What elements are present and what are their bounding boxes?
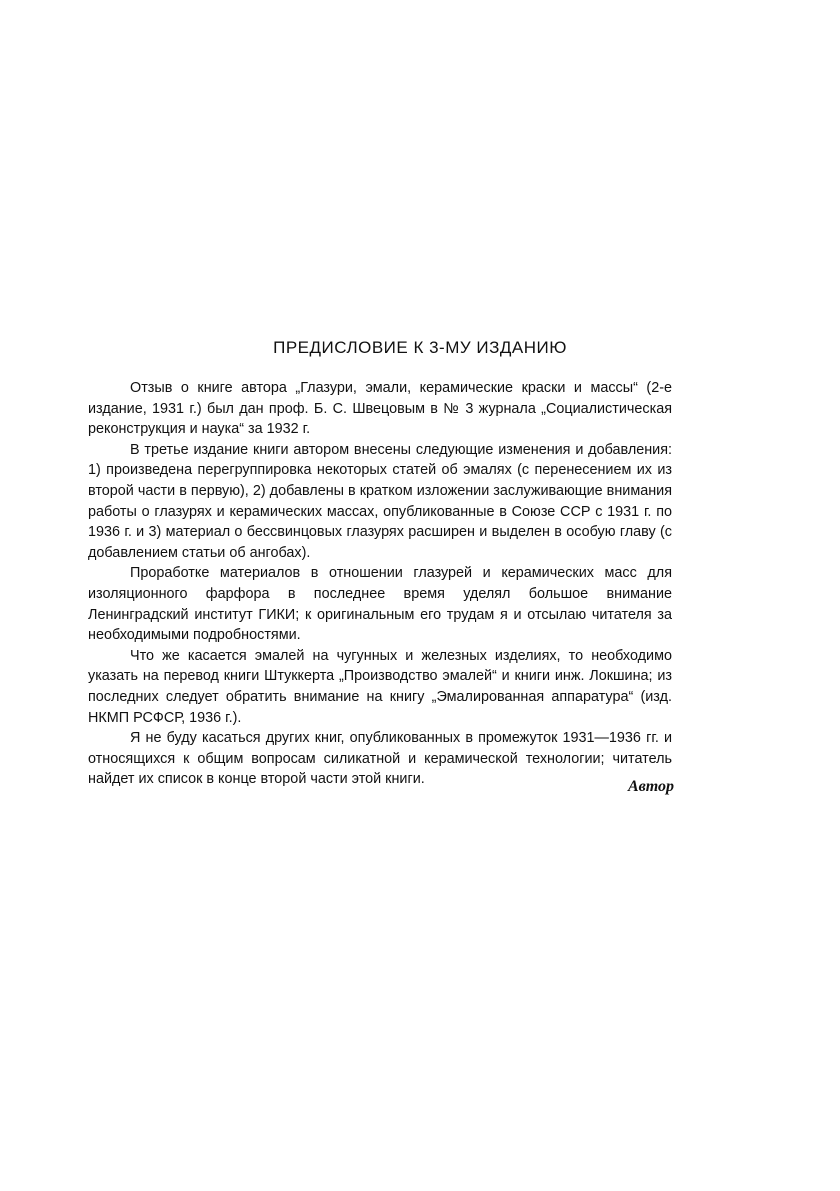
paragraph: Я не буду касаться других книг, опубликованных в промежуток 1931—1936 гг. и относящихся к общим вопросам силикатной и керамической технологии; читатель найдет их список в конце второй части этой книги. — [88, 730, 672, 788]
paragraph: Проработке материалов в отношении глазурей и керамических масс для изоляционного фарфора в последнее время уделял большое внимание Ленинградский институт ГИКИ; к оригинальным его трудам я и отсылаю читателя за необходимыми подробностями. — [88, 565, 672, 644]
paragraph: Что же касается эмалей на чугунных и железных изделиях, то необходимо указать на перевод книги Штуккерта „Производство эмалей“ и книги инж. Локшина; из последних следует обратить внимание на книгу „Эмалированная аппаратура“ (изд. НКМП РСФСР, 1936 г.). — [88, 647, 672, 726]
paragraph: Отзыв о книге автора „Глазури, эмали, керамические краски и массы“ (2-е издание, 1931 г.) был дан проф. Б. С. Швецовым в № 3 журнала „Социалистическая реконструкция и наука“ за 1932 г. — [88, 380, 672, 438]
paragraph: В третье издание книги автором внесены следующие изменения и добавления: 1) произведена перегруппировка некоторых статей об эмалях (с перенесением их из второй части в первую), 2) добавлены в кратком изложении заслуживающие внимания работы о глазурях и керамических массах, опубликованные в Союзе ССР с 1931 г. по 1936 г. и 3) материал о бессвинцовых глазурях расширен и выделен в особую главу (с добавлением статьи об ангобах). — [88, 441, 672, 561]
preface-body — [88, 378, 672, 790]
page-title: ПРЕДИСЛОВИЕ К 3-МУ ИЗДАНИЮ — [273, 338, 567, 357]
author-signature: Автор — [627, 778, 674, 795]
